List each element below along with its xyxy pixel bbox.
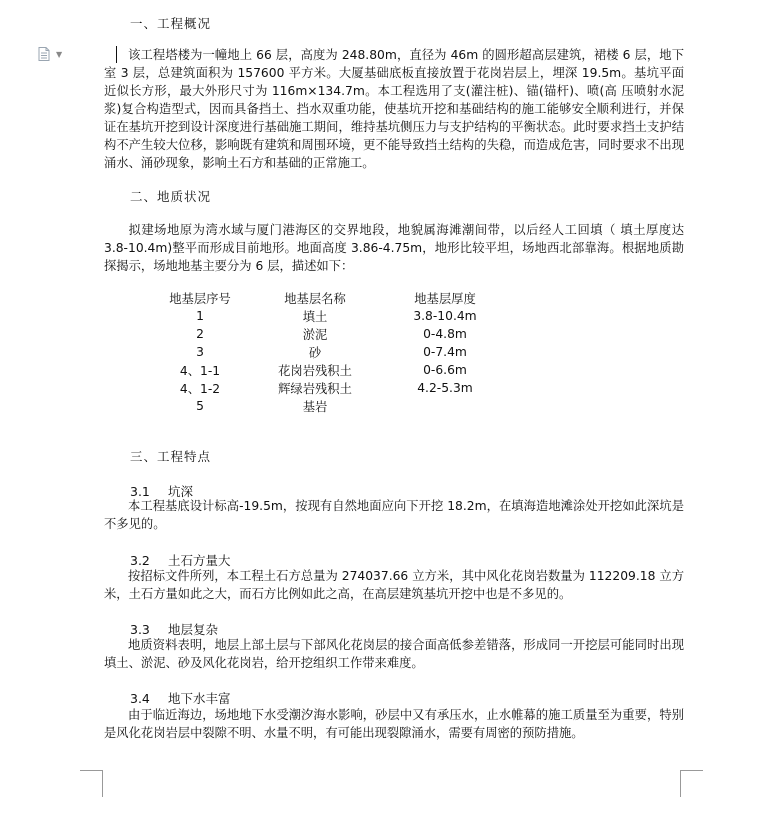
subsection-number: 3.3 — [130, 622, 150, 637]
subsection-text: 本工程基底设计标高-19.5m，按现有自然地面应向下开挖 18.2m，在填海造地滩涂处开挖如此深坑是不多见的。 — [104, 499, 684, 531]
geology-paragraph[interactable] — [104, 221, 684, 275]
subsection-text: 按招标文件所列，本工程土石方总量为 274037.66 立方米，其中风化花岗岩数量为 112209.18 立方米，土石方量如此之大，而石方比例如此之高，在高层建筑基坑开挖中也是不多见的。 — [104, 569, 684, 601]
overview-text: 该工程塔楼为一幢地上 66 层，高度为 248.80m，直径为 46m 的圆形超高层建筑，裙楼 6 层，地下室 3 层，总建筑面积为 157600 平方米。大厦基础底板直接放置于花岗岩层上，埋深 19.5m。基坑平面近似长方形，最大外形尺寸为 116m×134.7m。本工程选用了支(灌注桩)、锚(锚杆)、喷(高 压喷射水泥浆)复合构造型式，因而具备挡土、挡水双重功能，使基坑开挖和基础结构的施工能够安全顺利进行，并保证在基坑开挖到设计深度进行基础施工期间，维持基坑侧压力与支护结构的平衡状态。此时要求挡土支护结构不产生较大位移，影响既有建筑和周围环境，更不能导致挡土结构的失稳，而造成危害，同时要求不出现涌水、涌砂现象，影响土石方和基础的正常施工。 — [104, 48, 684, 170]
subsection-text: 由于临近海边，场地地下水受潮汐海水影响，砂层中又有承压水，止水帷幕的施工质量至为重要，特别是风化花岗岩层中裂隙不明、水量不明，有可能出现裂隙涌水，需要有周密的预防措施。 — [104, 708, 684, 740]
geology-text: 拟建场地原为湾水域与厦门港海区的交界地段，地貌属海滩潮间带，以后经人工回填（ 填土厚度达 3.8-10.4m)整平而形成目前地形。地面高度 3.86-4.75m，地形比较平坦，场地西北部靠海。根据地质勘探揭示，场地地基主要分为 6 层，描述如下： — [104, 223, 684, 273]
table-cell: 1 — [196, 309, 204, 323]
section-heading-features: 三、工程特点 — [130, 449, 212, 464]
table-cell — [390, 397, 500, 415]
table-header-cell: 地基层厚度 — [414, 292, 476, 306]
dropdown-caret-icon[interactable]: ▼ — [56, 50, 63, 59]
subsection-paragraph[interactable] — [104, 706, 684, 742]
table-row — [160, 307, 500, 325]
table-cell: 填土 — [302, 310, 328, 324]
table-cell: 0-7.4m — [423, 345, 467, 359]
table-cell: 4.2-5.3m — [417, 381, 473, 395]
section-heading-geology: 二、地质状况 — [130, 189, 212, 204]
subsection-title: 坑深 — [168, 484, 194, 499]
page-margin-mark-left — [80, 770, 103, 797]
table-cell: 基岩 — [302, 400, 328, 414]
table-cell: 砂 — [308, 346, 322, 360]
table-cell: 花岗岩残积土 — [278, 364, 352, 378]
subsection-text: 地质资料表明，地层上部土层与下部风化花岗层的接合面高低参差错落，形成同一开挖层可能同时出现填土、淤泥、砂及风化花岗岩，给开挖组织工作带来难度。 — [104, 638, 684, 670]
table-cell: 0-4.8m — [423, 327, 467, 341]
table-header-cell: 地基层名称 — [284, 292, 346, 306]
table-cell: 3.8-10.4m — [413, 309, 477, 323]
table-row — [160, 361, 500, 379]
table-cell: 0-6.6m — [423, 363, 467, 377]
subsection-paragraph[interactable] — [104, 567, 684, 603]
subsection-paragraph[interactable] — [104, 497, 684, 533]
table-row — [160, 343, 500, 361]
subsection-number: 3.2 — [130, 553, 150, 568]
subsection-number: 3.4 — [130, 691, 150, 706]
subsection-heading — [130, 689, 231, 707]
table-cell: 4、1-2 — [179, 382, 221, 396]
table-cell: 2 — [196, 327, 204, 341]
subsection-title: 地层复杂 — [168, 622, 219, 637]
subsection-title: 地下水丰富 — [168, 691, 231, 706]
table-cell: 5 — [196, 399, 204, 413]
soil-layer-table — [160, 289, 500, 415]
table-header-cell: 地基层序号 — [169, 292, 231, 306]
table-cell: 辉绿岩残积土 — [278, 382, 352, 396]
table-header-row — [160, 289, 500, 307]
table-cell: 4、1-1 — [179, 364, 221, 378]
section-heading-overview: 一、工程概况 — [130, 16, 212, 31]
subsection-paragraph[interactable] — [104, 636, 684, 672]
document-icon[interactable] — [38, 47, 50, 61]
table-cell: 淤泥 — [302, 328, 328, 342]
table-row — [160, 397, 500, 415]
subsection-title: 土石方量大 — [168, 553, 231, 568]
table-row — [160, 379, 500, 397]
table-row — [160, 325, 500, 343]
overview-paragraph[interactable] — [104, 46, 684, 172]
table-cell: 3 — [196, 345, 204, 359]
page-margin-mark-right — [680, 770, 703, 797]
subsection-number: 3.1 — [130, 484, 150, 499]
